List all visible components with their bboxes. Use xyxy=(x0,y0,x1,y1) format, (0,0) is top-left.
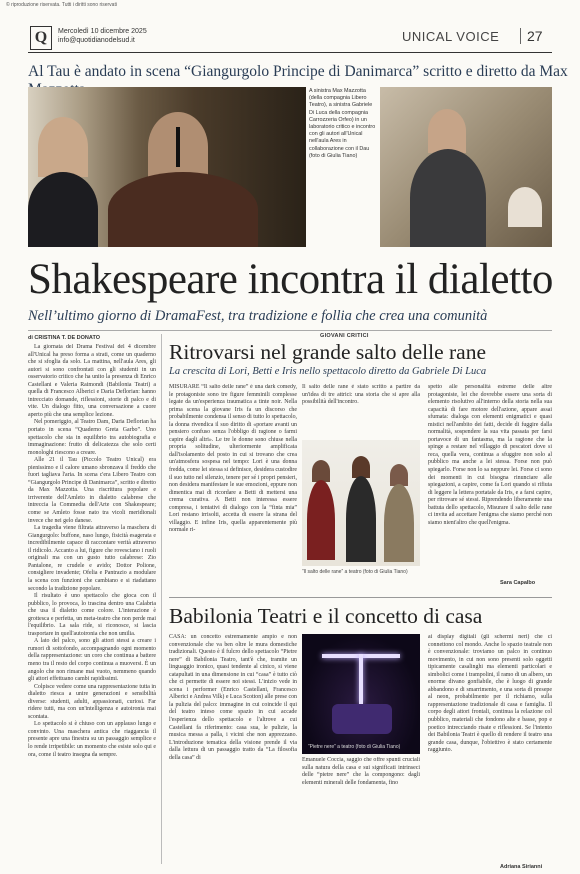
headline-divider xyxy=(28,330,552,331)
person-left xyxy=(38,117,88,177)
dateline xyxy=(58,27,147,45)
photo-panel-discussion xyxy=(28,87,306,247)
headline: Shakespeare incontra il dialetto xyxy=(28,256,553,303)
article2-column-3: spetto alle personalità estreme delle altre protagoniste, lei che dovrebbe essere una sorta di elemento risolutivo all'interno della storia nella sua capacità di fare motore dell'azione, appare assai sfumata: dialoga con elementi enigmatici e quasi mistici nell'ambito dei fatti, decide di fuggire dalla normalità, sospendere la sua vita passata per farsi portavoce di un fantasma, ma la ragione che la spinge a restare nel villaggio di pescatori dove si reca, quella vera, continua a sfuggire non solo al pubblico ma anche a lei stessa. Forse non può spiegarlo. Forse non lo sa neppure lei. Forse ci sono dei momenti in cui bisogna rinunciare alle spiegazioni, a capire, come fa Lori quando si rifiuta di leggere la lettera portatale da Iris, e a farsi capire, per ritrovare sé stessi. Riprendendo liberamente una battuta dello spettacolo, Misurare il salto delle rane ci invita ad accettare l'enigma che siamo perché non siamo nient'altro che quell'enigma. xyxy=(428,384,552,526)
copyright-note: © riproduzione riservata. Tutti i diritti sono riservati xyxy=(6,2,117,8)
audience-person xyxy=(508,187,542,227)
masthead-divider xyxy=(28,52,552,53)
photo-caption-3: “Il salto delle rane” a teatro (foto di Giulia Tiano) xyxy=(302,569,408,575)
article2-column-2: Il salto delle rane è stato scritto a partire da un'idea di tre attrici: una storia che si apre alla possibilità dell'incontro. xyxy=(302,384,420,406)
article-divider xyxy=(169,597,552,598)
speaker-head xyxy=(428,109,466,153)
actor-head xyxy=(352,456,370,478)
actor-body xyxy=(384,484,414,562)
actor-body xyxy=(307,480,335,560)
paragraph: Colpisce vedere come una rappresentazione tutta in dialetto riesca a unire generazioni e sensibilità diverse: studenti, adulti, appassionati, curiosi. Far ridere tutti, ma con un'intelligenza e autoironia mai scontata. xyxy=(28,683,156,720)
article2-subtitle: La crescita di Lori, Betti e Iris nello spettacolo diretto da Gabriele Di Luca xyxy=(169,366,487,377)
microphone-icon xyxy=(176,127,180,167)
paragraph: A lato del palco, sono gli attori stessi a creare i rumori di sottofondo, accompagnando ogni momento della rappresentazione: un coro che continua a battere meno tra il resto del corpo continua a muoversi. È un angolo che non rimane mai vuoto, nemmeno quando gli attori effettuano cambi rapidissimi. xyxy=(28,638,156,683)
article3-title: Babilonia Teatri e il concetto di casa xyxy=(169,604,483,628)
actor-body xyxy=(346,476,376,562)
photo-pietre-nere xyxy=(302,634,420,754)
neon-light xyxy=(359,654,363,704)
article2-column-1: MISURARE “Il salto delle rane” è una dark comedy, le protagoniste sono tre figure femminili complesse legate da un'esperienza traumatica a tinte noir. Nella prima scena la giovane Iris fa un discorso che probabilmente condensa il senso di tutto lo spettacolo, la donna rivendica il suo diritto di «portare avanti un pensiero confuso senza l'obbligo di ragione o farmi capire dagli altri». Le tre le donne sono chiuse nella propria solitudine, ulteriormente amplificata dall'isolamento del posto in cui si trovano che crea un'atmosfera sospesa nel tempo: Lori è una donna fredda, come lei stessa si definisce, desidera custodire il suo tutto nel silenzio, tenere per sé i propri pensieri, non desidera manifestare le sue emozioni, eppure non dimentica mai di ricordare a Betti di mettersi una crema curativa. A Betti non interessa essere compresa, i tentativi di dialogo con la “finta mia” Lori restano irrisolti, accetta di essere la strana del villaggio. E infine Iris, quella apparentemente più normale ri- xyxy=(169,384,297,534)
person-center-body xyxy=(108,172,258,247)
paragraph: Il risultato è uno spettacolo che gioca con il pubblico, lo provoca, lo trascina dentro una Calabria che usa il dialetto come colore. L'interazione è grottesca e perfetta, un meta-teatro che non perde mai l'equilibrio. La sala ride, si riconosce, si lascia trasportare in quell'autoironia che non umilia. xyxy=(28,593,156,637)
paragraph: Alle 21 il Tau (Piccolo Teatro Unical) era pienissimo e il calore umano sbronzava il freddo che fuori tagliava l'aria. In scena c'era Libero Teatro con “Giangurgolo Principe di Danimarca”, scritto e diretto da Max Mazzotta. Una riscrittura popolare e irriverente dell'Amleto in dialetto calabrese che intreccia la Commedia dell'Arte con Shakespeare; come se Amleto fosse nato tra vicoli meridionali invece che nei gelo danese. xyxy=(28,457,156,524)
main-article-body xyxy=(28,344,156,864)
byline: di CRISTINA T. DE DONATO xyxy=(28,335,101,341)
actor-head xyxy=(312,460,330,482)
article3-column-3: ai display digitali (gli schermi neri) che ci connettono col mondo. Anche lo spazio teatrale non è convenzionale: troviamo un palco in continuo movimento, in cui non sono presenti solo oggetti tipicamente casalinghi ma elementi particolari e simbolici come i trampolini, il ramo di un albero, un enorme divano gonfiabile, che è luogo di grande abbandono e di smarrimento, e una sorta di presepe al neon, probabilmente per il richiamo, sulla rappresentazione tradizionale di casa e famiglia. Il corpo degli attori frontali, continua la relazione col pubblico, materiali che fondono alte e basse, pop e poetico intrecciando risate e riflessioni. Se l'intento dei Babilonia Teatri è quello di rendere il teatro una grande casa, dunque, l'obiettivo è stato certamente raggiunto. xyxy=(428,634,552,754)
actor-head xyxy=(390,464,408,486)
article2-title: Ritrovarsi nel grande salto delle rane xyxy=(169,340,487,364)
photo-rane xyxy=(302,440,420,566)
author-signature: Adriana Sirianni xyxy=(500,864,543,870)
article3-column-1: CASA: un concetto estremamente ampio e non convenzionale che va ben oltre le mura domestiche tradizionali. Questo è il fulcro dello spettacolo “Pietre nere” di Babilonia Teatro, tant'è che, tramite un linguaggio ironico, quasi tendente al cinico, si viene catapultati in una dimensione in cui “casa” è tutto ciò che ci permette di essere noi stessi. L'inizio vede in scena i performer (Enrico Castellani, Francesco Alberici e Andrea Vilk) e Luca Scotton) alle prese con la pulizia del palco: immagine in cui coincide il qui del teatro inteso come spazio in cui accade l'esperienza dello spettacolo e l'altrove a cui Castellani fa riferimento: casa sua, le pulizie, la musica messa a palla, i vicini che non apprezzano. L'introduzione tematica della visione prende il via dalla lettura di un passaggio tratto da “La filosofia della casa” di xyxy=(169,634,297,761)
paragraph: La tragedia viene filtrata attraverso la maschera di Giangurgolo: buffone, naso lungo, fisicità esagerata e incredibilmente capace di raccontare verità attraverso il ridicolo. Accanto a lui, figure che rovesciano i ruoli originali ma con un gusto tutto calabrese: Zio Pantalone, re crudele e avido; Dottor Polione, consigliere invadente; Ofelia e Pantrazio a modulare la scena con funzioni che cambiano e si riadattano secondo la tradizione popolare. xyxy=(28,525,156,592)
paragraph: Lo spettacolo si è chiuso con un applauso lungo e convinto. Una maschera antica che riaggancia il presente apre una finestra su un passaggio semplice e lo rende irripetibile: un momento che esiste solo qui e ora, come il teatro insegna da sempre. xyxy=(28,721,156,758)
page-number: 27 xyxy=(520,28,543,44)
inflatable-sofa xyxy=(332,704,392,734)
photo-caption-4: “Pietre nere” a teatro (foto di Giulia Tiano) xyxy=(308,744,401,750)
photo-caption-1: A sinistra Max Mazzotta (della compagnia Libero Teatro), a sinistra Gabriele Di Luca della compagnia Carrozzeria Orfeo) in un laboratorio critico e incontro con gli autori all'Unical nell'aula Ares in collaborazione con il Dau (foto di Giulia Tiano) xyxy=(309,88,376,159)
publication-date: Mercoledì 10 dicembre 2025 xyxy=(58,28,147,35)
person-left-body xyxy=(28,172,98,247)
subheadline: Nell’ultimo giorno di DramaFest, tra tradizione e follia che crea una comunità xyxy=(28,308,488,324)
author-signature: Sara Capalbo xyxy=(500,580,536,586)
section-tag: GIOVANI CRITICI xyxy=(320,333,369,339)
kicker: Al Tau è andato in scena “Giangurgolo Principe di Danimarca” scritto e diretto da Max xyxy=(28,63,568,80)
section-title: UNICAL VOICE xyxy=(402,29,500,44)
speaker-body xyxy=(410,149,486,247)
photo-speaker xyxy=(380,87,552,247)
paragraph: Nel pomeriggio, al Teatro Dam, Daria Deflorian ha portato in scena “Quaderno Greta Garbo”. Uno spettacolo che sta in equilibrio tra autobiografia e immaginazione: frutto di delicatezza che solo certi monologhi riescono a creare. xyxy=(28,419,156,456)
newspaper-logo: Q xyxy=(30,26,52,50)
article3-column-2: Emanuele Coccia, saggio che offre spunti cruciali sulla natura della casa e sui significati intrinseci delle “pietre nere” che la compongono: dagli elementi minerali delle fondamenta, fino xyxy=(302,757,420,786)
contact-email: info@quotidianodelsud.it xyxy=(58,37,135,44)
column-divider xyxy=(161,334,162,864)
paragraph: La giornata del Drama Festival del 4 dicembre all'Unical ha preso forma a strati, come un quaderno che si sfoglia da solo. La mattina, nell'aula Ares, gli autori si sono confrontati con gli studenti in un osservatorio critico che ha unito la presenza di Enrico Castellani e Valeria Raimondi (Babilonia Teatri) a quella di Francesco Alberici e Daria Deflorian: hanno intrecciato domande, riflessioni, storie di palco e di vite. Un dialogo fitto, una conversazione a cuore aperto più che una semplice lezione. xyxy=(28,344,156,418)
